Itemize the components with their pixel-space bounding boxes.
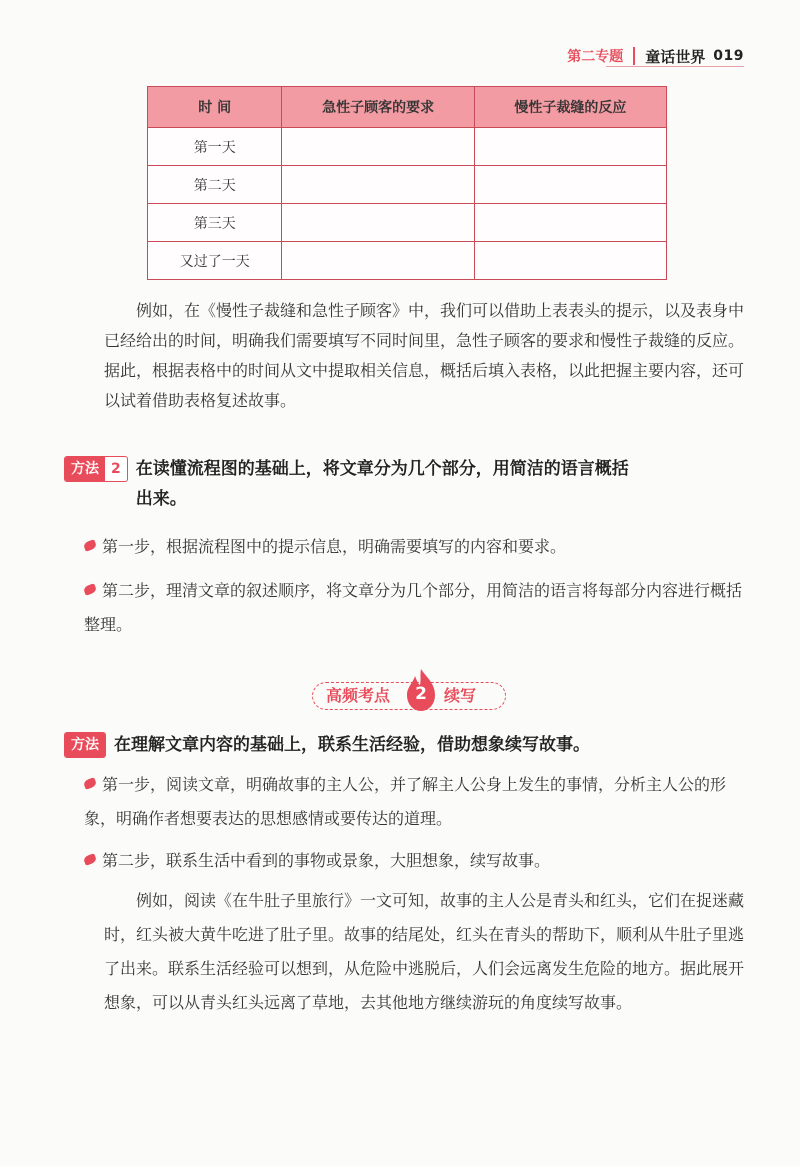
table-cell-empty[interactable] [474,128,666,166]
method-tag [64,732,106,758]
table-header-row [148,87,667,128]
table-row [148,166,667,204]
high-frequency-banner [312,676,512,710]
step-item [84,530,748,564]
banner-title: 高频考点 [326,686,391,705]
method-tag-label: 方法 [65,733,105,757]
table-row [148,242,667,280]
table-row [148,128,667,166]
table-cell-day: 第二天 [148,166,282,204]
table-header-tailor: 慢性子裁缝的反应 [474,87,666,128]
table-cell-empty[interactable] [282,128,474,166]
method-tag [64,456,128,482]
method-3-heading [64,730,754,760]
step-text: 第二步，联系生活中看到的事物或景象，大胆想象，续写故事。 [102,851,551,870]
table-cell-empty[interactable] [282,204,474,242]
method-2-heading [64,454,754,514]
page-number: 019 [713,48,744,64]
step-text: 第二步，理清文章的叙述顺序，将文章分为几个部分，用简洁的语言将每部分内容进行概括整理。 [84,581,743,634]
step-item [84,574,748,642]
table-cell-empty[interactable] [282,242,474,280]
table-cell-empty[interactable] [282,166,474,204]
method-3-text: 在理解文章内容的基础上，联系生活经验，借助想象续写故事。 [114,735,590,755]
topic-label: 第二专题 [567,49,624,65]
method-2-line-1: 在读懂流程图的基础上，将文章分为几个部分，用简洁的语言概括 [135,459,629,479]
example-paragraph-1: 例如，在《慢性子裁缝和急性子顾客》中，我们可以借助上表表头的提示，以及表身中已经给出的时间，明确我们需要填写不同时间里，急性子顾客的要求和慢性子裁缝的反应。据此，根据表格中的时间从文中提取相关信息，概括后填入表格，以此把握主要内容，还可以试着借助表格复述故事。 [104,301,745,410]
header-rule [606,66,744,67]
bullet-icon [83,583,97,596]
table-cell-empty[interactable] [474,204,666,242]
method-tag-number: 2 [111,461,121,477]
table-header-time: 时 间 [148,87,282,128]
table-cell-day: 第一天 [148,128,282,166]
step-item [84,768,748,836]
step-text: 第一步，阅读文章，明确故事的主人公，并了解主人公身上发生的事情，分析主人公的形象，明确作者想要表达的思想感情或要传达的道理。 [84,775,727,828]
banner-topic: 续写 [444,686,477,705]
banner-number: 2 [415,684,427,704]
step-item [84,844,748,878]
summary-table [147,86,667,280]
table-cell-empty[interactable] [474,242,666,280]
table-cell-day: 第三天 [148,204,282,242]
example-paragraph-2: 例如，阅读《在牛肚子里旅行》一文可知，故事的主人公是青头和红头，它们在捉迷藏时，红头被大黄牛吃进了肚子里。故事的结尾处，红头在青头的帮助下，顺利从牛肚子里逃了出来。联系生活经验可以想到，从危险中逃脱后，人们会远离发生危险的地方。据此展开想象，可以从青头红头远离了草地，去其他地方继续游玩的角度续写故事。 [104,891,745,1012]
step-text: 第一步，根据流程图中的提示信息，明确需要填写的内容和要求。 [102,537,567,556]
table-row [148,204,667,242]
bullet-icon [83,853,97,866]
bullet-icon [83,539,97,552]
method-tag-label: 方法 [65,457,105,481]
series-title: 童话世界 [645,47,706,66]
table-header-customer: 急性子顾客的要求 [282,87,474,128]
table-cell-day: 又过了一天 [148,242,282,280]
header-divider [633,47,635,65]
page-header [567,44,744,68]
bullet-icon [83,777,97,790]
method-2-line-2: 出来。 [135,489,187,509]
method-2-text [136,454,629,514]
table-cell-empty[interactable] [474,166,666,204]
